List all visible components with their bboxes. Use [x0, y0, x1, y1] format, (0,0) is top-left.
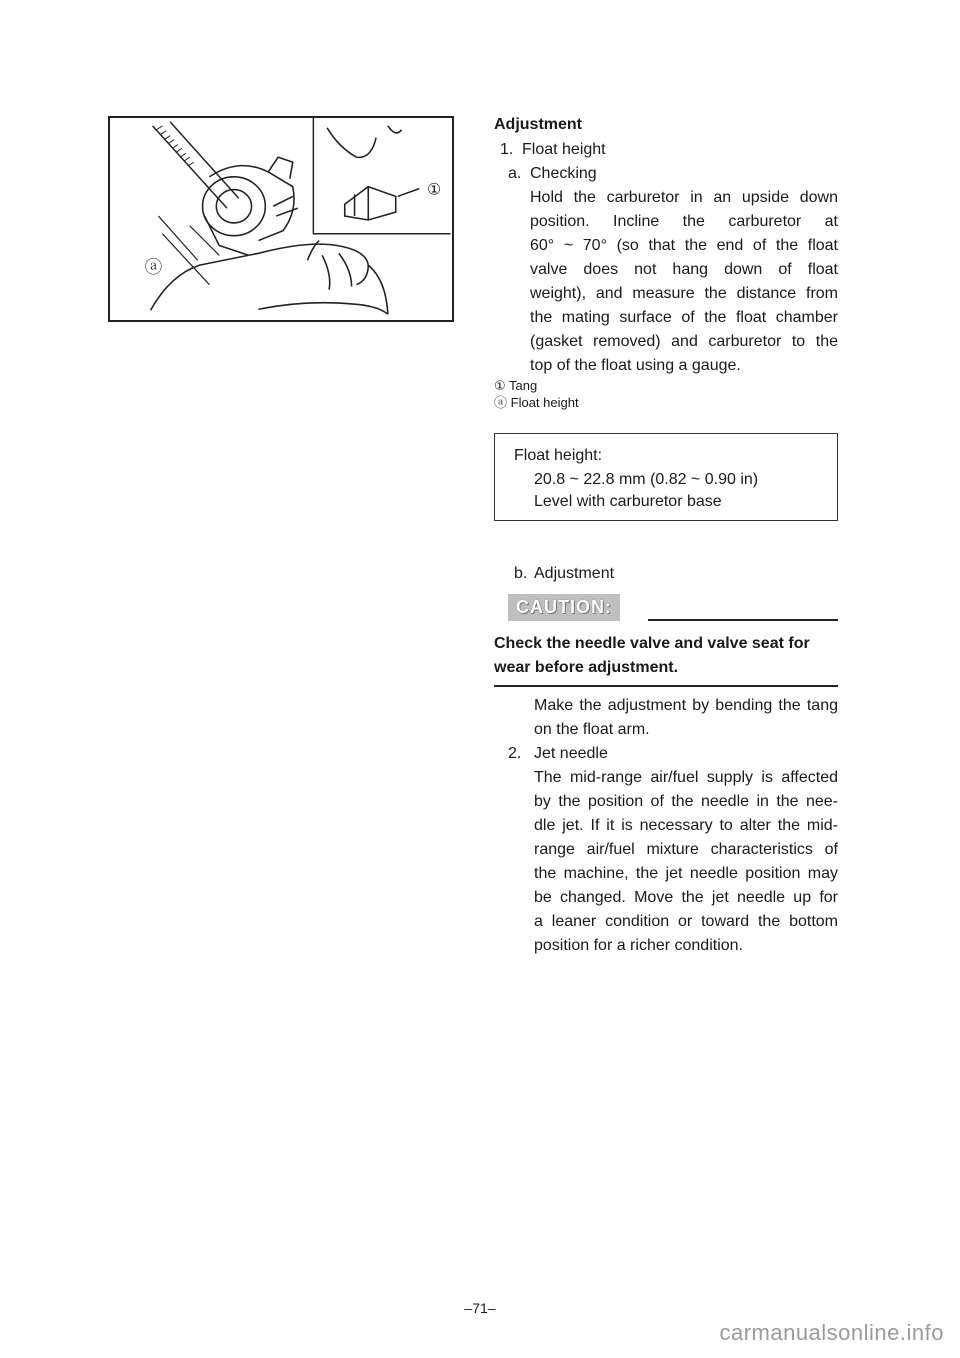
- jet-line-5: the machine, the jet needle position may: [534, 865, 838, 882]
- checking-line-2: position. Incline the carburetor at: [530, 213, 838, 230]
- checking-line-3: 60° ~ 70° (so that the end of the float: [530, 237, 838, 254]
- step-1-number: 1.: [500, 141, 514, 158]
- legend-text-float-height: Float height: [510, 395, 579, 410]
- carburetor-body: [203, 157, 298, 255]
- float-height-illustration: [108, 116, 454, 322]
- hand-outline: [151, 241, 388, 315]
- caution-line-2: wear before adjustment.: [494, 659, 679, 676]
- checking-line-5: weight), and measure the distance from: [530, 285, 838, 302]
- step-b-title: Adjustment: [534, 565, 615, 582]
- legend-item-float-height: [494, 394, 579, 412]
- jet-line-8: position for a richer condition.: [534, 937, 743, 954]
- legend-marker-1: ①: [494, 378, 506, 393]
- caution-end-rule: [494, 685, 838, 687]
- jet-line-6: be changed. Move the jet needle up for: [534, 889, 838, 906]
- step-b-letter: b.: [514, 565, 528, 582]
- callout-a-label: ⓐ: [144, 257, 163, 278]
- checking-line-6: the mating surface of the float chamber: [530, 309, 838, 326]
- checking-line-4: valve does not hang down of float: [530, 261, 838, 278]
- jet-line-3: dle jet. If it is necessary to alter the mid-: [534, 817, 838, 834]
- tang-inset-drawing: [327, 126, 419, 220]
- jet-line-4: range air/fuel mixture characteristics of: [534, 841, 838, 858]
- page-number: –71–: [464, 1300, 496, 1316]
- checking-line-8: top of the float using a gauge.: [530, 357, 741, 374]
- jet-line-7: a leaner condition or toward the bottom: [534, 913, 838, 930]
- step-2-title: Jet needle: [534, 745, 608, 762]
- callout-1-label: ①: [427, 179, 442, 199]
- adjust-line-2: on the float arm.: [534, 721, 650, 738]
- spec-value: 20.8 ~ 22.8 mm (0.82 ~ 0.90 in): [534, 471, 759, 488]
- caution-rule: [648, 619, 838, 621]
- checking-line-1: Hold the carburetor in an upside down: [530, 189, 838, 206]
- legend-marker-a: ⓐ: [494, 395, 508, 410]
- carburetor-drawing: [110, 118, 452, 320]
- legend-text-tang: Tang: [509, 378, 538, 393]
- jet-line-1: The mid-range air/fuel supply is affected: [534, 769, 838, 786]
- step-a-letter: a.: [508, 165, 522, 182]
- step-1-title: Float height: [522, 141, 606, 158]
- site-watermark: carmanualsonline.info: [719, 1320, 944, 1345]
- step-2-number: 2.: [508, 745, 522, 762]
- jet-line-2: by the position of the needle in the nee-: [534, 793, 838, 810]
- checking-line-7: (gasket removed) and carburetor to the: [530, 333, 838, 350]
- spec-label: Float height:: [514, 447, 603, 464]
- adjust-line-1: Make the adjustment by bending the tang: [534, 697, 838, 714]
- gauge-ruler: [153, 122, 239, 208]
- caution-badge: CAUTION:: [508, 594, 620, 621]
- section-heading: Adjustment: [494, 116, 582, 133]
- caution-line-1: Check the needle valve and valve seat for: [494, 635, 810, 652]
- spec-note: Level with carburetor base: [534, 493, 722, 510]
- legend-item-tang: [494, 377, 537, 395]
- step-a-title: Checking: [530, 165, 597, 182]
